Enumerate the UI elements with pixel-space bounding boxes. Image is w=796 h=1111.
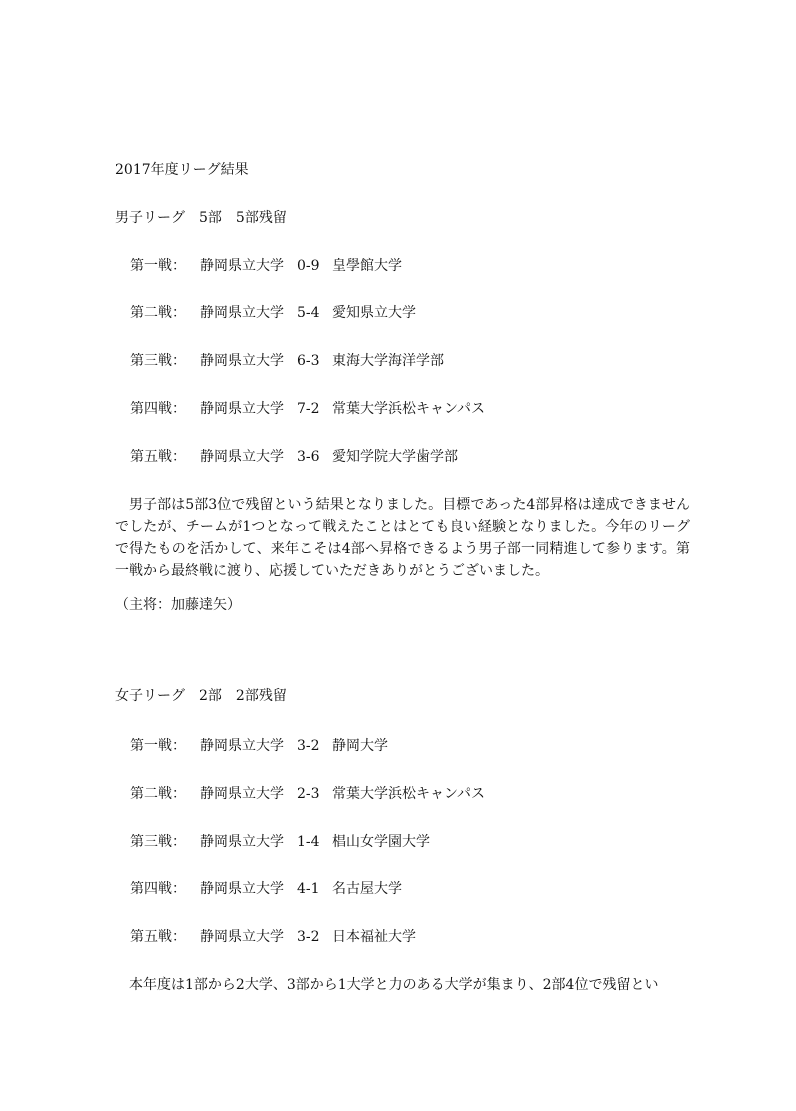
match-score: 2-3	[297, 786, 320, 802]
document-title: 2017年度リーグ結果	[115, 162, 249, 178]
women-comment-paragraph	[115, 974, 690, 996]
match-score: 5-4	[297, 305, 320, 321]
match-home-team: 静岡県立大学	[200, 834, 284, 850]
men-comment-paragraph	[115, 494, 690, 582]
match-opponent: 名古屋大学	[332, 881, 402, 897]
match-round: 第二戦：	[130, 786, 186, 802]
men-signature: （主将：加藤達矢）	[115, 597, 241, 613]
match-opponent: 常葉大学浜松キャンパス	[332, 401, 486, 417]
match-home-team: 静岡県立大学	[200, 258, 284, 274]
match-opponent: 静岡大学	[332, 738, 388, 754]
match-home-team: 静岡県立大学	[200, 353, 284, 369]
match-home-team: 静岡県立大学	[200, 929, 284, 945]
match-round: 第五戦：	[130, 929, 186, 945]
match-home-team: 静岡県立大学	[200, 738, 284, 754]
men-league-heading: 男子リーグ 5部 5部残留	[115, 210, 287, 226]
match-opponent: 皇學館大学	[332, 258, 402, 274]
match-opponent: 日本福祉大学	[332, 929, 416, 945]
match-round: 第三戦：	[130, 834, 186, 850]
match-score: 4-1	[297, 881, 320, 897]
women-league-heading: 女子リーグ 2部 2部残留	[115, 688, 287, 704]
match-score: 7-2	[297, 401, 320, 417]
match-opponent: 愛知県立大学	[332, 305, 416, 321]
match-round: 第一戦：	[130, 738, 186, 754]
match-round: 第二戦：	[130, 305, 186, 321]
match-score: 3-2	[297, 929, 320, 945]
match-round: 第四戦：	[130, 881, 186, 897]
match-score: 3-2	[297, 738, 320, 754]
match-opponent: 常葉大学浜松キャンパス	[332, 786, 486, 802]
match-score: 0-9	[297, 258, 320, 274]
men-comment-text: 男子部は5部3位で残留という結果となりました。目標であった4部昇格は達成できませんでしたが、チームが1つとなって戦えたことはとても良い経験となりました。今年のリーグで得たものを活かして、来年こそは4部へ昇格できるよう男子部一同精進して参ります。第一戦から最終戦に渡り、応援していただきありがとうございました。	[115, 497, 690, 579]
match-round: 第三戦：	[130, 353, 186, 369]
match-score: 3-6	[297, 449, 320, 465]
match-score: 6-3	[297, 353, 320, 369]
match-home-team: 静岡県立大学	[200, 401, 284, 417]
match-opponent: 椙山女学園大学	[332, 834, 430, 850]
match-score: 1-4	[297, 834, 320, 850]
match-round: 第一戦：	[130, 258, 186, 274]
match-opponent: 東海大学海洋学部	[332, 353, 444, 369]
match-round: 第五戦：	[130, 449, 186, 465]
women-comment-text: 本年度は1部から2大学、3部から1大学と力のある大学が集まり、2部4位で残留とい	[129, 977, 659, 993]
match-home-team: 静岡県立大学	[200, 881, 284, 897]
match-opponent: 愛知学院大学歯学部	[332, 449, 458, 465]
match-round: 第四戦：	[130, 401, 186, 417]
match-home-team: 静岡県立大学	[200, 305, 284, 321]
match-home-team: 静岡県立大学	[200, 786, 284, 802]
match-home-team: 静岡県立大学	[200, 449, 284, 465]
